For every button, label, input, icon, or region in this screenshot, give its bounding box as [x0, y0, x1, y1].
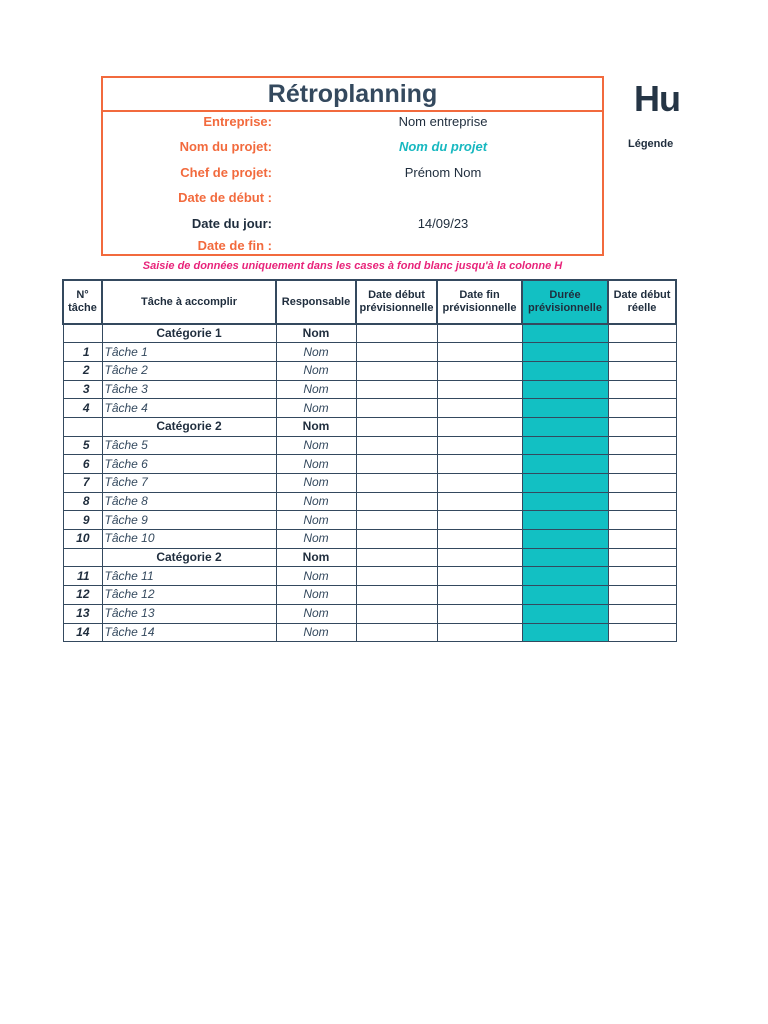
- task-label-cell[interactable]: Tâche 5: [102, 436, 276, 455]
- date-debut-reelle-cell[interactable]: [608, 511, 676, 530]
- date-debut-reelle-cell[interactable]: [608, 604, 676, 623]
- responsable-cell[interactable]: Nom: [276, 530, 356, 549]
- page-title: Rétroplanning: [103, 78, 602, 112]
- task-label-cell[interactable]: Tâche 13: [102, 604, 276, 623]
- col-header-duree-prev: Durée prévisionnelle: [522, 280, 608, 324]
- responsable-cell[interactable]: Nom: [276, 492, 356, 511]
- table-row: [63, 436, 676, 455]
- category-responsable[interactable]: Nom: [276, 548, 356, 567]
- task-number-cell: 1: [63, 343, 102, 362]
- table-row: [63, 586, 676, 605]
- duree-prev-cell: [522, 324, 608, 343]
- date-debut-prev-cell[interactable]: [356, 623, 437, 642]
- task-label-cell[interactable]: Tâche 12: [102, 586, 276, 605]
- col-header-responsable: Responsable: [276, 280, 356, 324]
- field-label-projet: Nom du projet:: [179, 139, 272, 154]
- table-row: [63, 623, 676, 642]
- responsable-cell[interactable]: Nom: [276, 511, 356, 530]
- date-fin-prev-cell[interactable]: [437, 623, 522, 642]
- table-row: [63, 361, 676, 380]
- date-debut-prev-cell[interactable]: [356, 567, 437, 586]
- duree-prev-cell: [522, 586, 608, 605]
- responsable-cell[interactable]: Nom: [276, 604, 356, 623]
- task-number-cell: 13: [63, 604, 102, 623]
- category-responsable[interactable]: Nom: [276, 417, 356, 436]
- field-label-jour: Date du jour:: [191, 216, 272, 231]
- task-label-cell[interactable]: Tâche 14: [102, 623, 276, 642]
- duree-prev-cell: [522, 343, 608, 362]
- task-label-cell[interactable]: Tâche 8: [102, 492, 276, 511]
- task-number-cell: 6: [63, 455, 102, 474]
- project-header: [101, 76, 604, 256]
- task-label-cell[interactable]: Tâche 6: [102, 455, 276, 474]
- duree-prev-cell: [522, 623, 608, 642]
- duree-prev-cell: [522, 548, 608, 567]
- task-label-cell[interactable]: Tâche 7: [102, 474, 276, 493]
- date-debut-reelle-cell[interactable]: [608, 492, 676, 511]
- duree-prev-cell: [522, 604, 608, 623]
- duree-prev-cell: [522, 361, 608, 380]
- date-fin-prev-cell[interactable]: [437, 567, 522, 586]
- date-debut-prev-cell[interactable]: [356, 343, 437, 362]
- date-debut-prev-cell[interactable]: [356, 586, 437, 605]
- task-number-cell: 11: [63, 567, 102, 586]
- task-number-cell: 12: [63, 586, 102, 605]
- table-row: [63, 343, 676, 362]
- date-fin-prev-cell[interactable]: [437, 361, 522, 380]
- duree-prev-cell: [522, 436, 608, 455]
- table-row: [63, 604, 676, 623]
- brand-logo: Hu: [634, 78, 680, 119]
- task-label-cell[interactable]: Tâche 3: [102, 380, 276, 399]
- field-label-debut: Date de début :: [178, 190, 272, 205]
- responsable-cell[interactable]: Nom: [276, 380, 356, 399]
- category-row: [63, 324, 676, 343]
- duree-prev-cell: [522, 492, 608, 511]
- table-row: [63, 399, 676, 418]
- date-debut-prev-cell[interactable]: [356, 511, 437, 530]
- legend-label: Légende: [628, 138, 674, 150]
- date-debut-reelle-cell[interactable]: [608, 623, 676, 642]
- date-debut-prev-cell[interactable]: [356, 492, 437, 511]
- date-fin-prev-cell[interactable]: [437, 511, 522, 530]
- field-label-chef: Chef de projet:: [180, 165, 272, 180]
- date-debut-reelle-cell[interactable]: [608, 455, 676, 474]
- date-debut-reelle-cell[interactable]: [608, 417, 676, 436]
- field-row-projet: [103, 139, 602, 159]
- task-number-cell: 2: [63, 361, 102, 380]
- date-fin-prev-cell[interactable]: [437, 474, 522, 493]
- task-label-cell[interactable]: Tâche 9: [102, 511, 276, 530]
- task-number-cell: [63, 548, 102, 567]
- responsable-cell[interactable]: Nom: [276, 343, 356, 362]
- table-row: [63, 380, 676, 399]
- date-debut-reelle-cell[interactable]: [608, 436, 676, 455]
- data-entry-notice: Saisie de données uniquement dans les cases à fond blanc jusqu'à la colonne H: [142, 260, 563, 272]
- table-row: [63, 530, 676, 549]
- date-fin-prev-cell[interactable]: [437, 604, 522, 623]
- responsable-cell[interactable]: Nom: [276, 361, 356, 380]
- date-fin-prev-cell[interactable]: [437, 343, 522, 362]
- duree-prev-cell: [522, 567, 608, 586]
- responsable-cell[interactable]: Nom: [276, 567, 356, 586]
- date-debut-reelle-cell[interactable]: [608, 548, 676, 567]
- category-label: Catégorie 2: [102, 417, 276, 436]
- field-row-debut: [103, 190, 602, 210]
- category-label: Catégorie 2: [102, 548, 276, 567]
- col-header-num: N° tâche: [63, 280, 102, 324]
- table-row: [63, 474, 676, 493]
- retroplanning-table: [62, 279, 677, 642]
- date-fin-prev-cell[interactable]: [437, 399, 522, 418]
- responsable-cell[interactable]: Nom: [276, 623, 356, 642]
- task-number-cell: 10: [63, 530, 102, 549]
- task-number-cell: 14: [63, 623, 102, 642]
- responsable-cell[interactable]: Nom: [276, 436, 356, 455]
- duree-prev-cell: [522, 380, 608, 399]
- date-debut-prev-cell[interactable]: [356, 436, 437, 455]
- date-debut-reelle-cell[interactable]: [608, 343, 676, 362]
- date-debut-prev-cell[interactable]: [356, 361, 437, 380]
- date-debut-reelle-cell[interactable]: [608, 586, 676, 605]
- responsable-cell[interactable]: Nom: [276, 474, 356, 493]
- date-fin-prev-cell[interactable]: [437, 380, 522, 399]
- task-label-cell[interactable]: Tâche 1: [102, 343, 276, 362]
- date-debut-prev-cell[interactable]: [356, 399, 437, 418]
- task-number-cell: 3: [63, 380, 102, 399]
- date-debut-prev-cell[interactable]: [356, 455, 437, 474]
- task-label-cell[interactable]: Tâche 10: [102, 530, 276, 549]
- field-row-entreprise: [103, 114, 602, 134]
- table-row: [63, 455, 676, 474]
- task-number-cell: [63, 417, 102, 436]
- field-row-fin: [103, 238, 602, 258]
- col-header-date-debut-prev: Date début prévisionnelle: [356, 280, 437, 324]
- task-number-cell: 7: [63, 474, 102, 493]
- field-row-chef: [103, 165, 602, 185]
- category-responsable[interactable]: Nom: [276, 324, 356, 343]
- duree-prev-cell: [522, 530, 608, 549]
- date-debut-prev-cell[interactable]: [356, 324, 437, 343]
- field-row-jour: [103, 216, 602, 236]
- date-fin-prev-cell[interactable]: [437, 455, 522, 474]
- table-header-row: [63, 280, 676, 324]
- field-label-fin: Date de fin :: [197, 238, 272, 253]
- date-fin-prev-cell[interactable]: [437, 530, 522, 549]
- task-number-cell: 9: [63, 511, 102, 530]
- category-row: [63, 417, 676, 436]
- responsable-cell[interactable]: Nom: [276, 399, 356, 418]
- col-header-date-fin-prev: Date fin prévisionnelle: [437, 280, 522, 324]
- field-value-projet[interactable]: Nom du projet: [398, 139, 488, 154]
- col-header-date-debut-reelle: Date début réelle: [608, 280, 676, 324]
- duree-prev-cell: [522, 474, 608, 493]
- date-fin-prev-cell[interactable]: [437, 436, 522, 455]
- date-debut-prev-cell[interactable]: [356, 474, 437, 493]
- table-row: [63, 492, 676, 511]
- responsable-cell[interactable]: Nom: [276, 586, 356, 605]
- duree-prev-cell: [522, 511, 608, 530]
- date-debut-reelle-cell[interactable]: [608, 380, 676, 399]
- field-value-chef[interactable]: Prénom Nom: [404, 165, 482, 180]
- task-number-cell: 8: [63, 492, 102, 511]
- date-debut-reelle-cell[interactable]: [608, 361, 676, 380]
- duree-prev-cell: [522, 417, 608, 436]
- task-label-cell[interactable]: Tâche 4: [102, 399, 276, 418]
- date-debut-prev-cell[interactable]: [356, 604, 437, 623]
- duree-prev-cell: [522, 399, 608, 418]
- task-number-cell: 5: [63, 436, 102, 455]
- date-debut-reelle-cell[interactable]: [608, 530, 676, 549]
- table-row: [63, 567, 676, 586]
- field-value-jour: 14/09/23: [417, 216, 469, 231]
- task-label-cell[interactable]: Tâche 2: [102, 361, 276, 380]
- task-number-cell: [63, 324, 102, 343]
- date-debut-reelle-cell[interactable]: [608, 399, 676, 418]
- field-label-entreprise: Entreprise:: [203, 114, 272, 129]
- date-fin-prev-cell[interactable]: [437, 586, 522, 605]
- col-header-task: Tâche à accomplir: [102, 280, 276, 324]
- date-fin-prev-cell[interactable]: [437, 417, 522, 436]
- field-value-entreprise[interactable]: Nom entreprise: [398, 114, 488, 129]
- duree-prev-cell: [522, 455, 608, 474]
- responsable-cell[interactable]: Nom: [276, 455, 356, 474]
- category-label: Catégorie 1: [102, 324, 276, 343]
- task-label-cell[interactable]: Tâche 11: [102, 567, 276, 586]
- date-fin-prev-cell[interactable]: [437, 492, 522, 511]
- date-debut-prev-cell[interactable]: [356, 548, 437, 567]
- table-row: [63, 511, 676, 530]
- date-fin-prev-cell[interactable]: [437, 548, 522, 567]
- date-debut-prev-cell[interactable]: [356, 530, 437, 549]
- task-number-cell: 4: [63, 399, 102, 418]
- date-debut-reelle-cell[interactable]: [608, 567, 676, 586]
- date-fin-prev-cell[interactable]: [437, 324, 522, 343]
- date-debut-reelle-cell[interactable]: [608, 324, 676, 343]
- date-debut-prev-cell[interactable]: [356, 380, 437, 399]
- date-debut-reelle-cell[interactable]: [608, 474, 676, 493]
- category-row: [63, 548, 676, 567]
- date-debut-prev-cell[interactable]: [356, 417, 437, 436]
